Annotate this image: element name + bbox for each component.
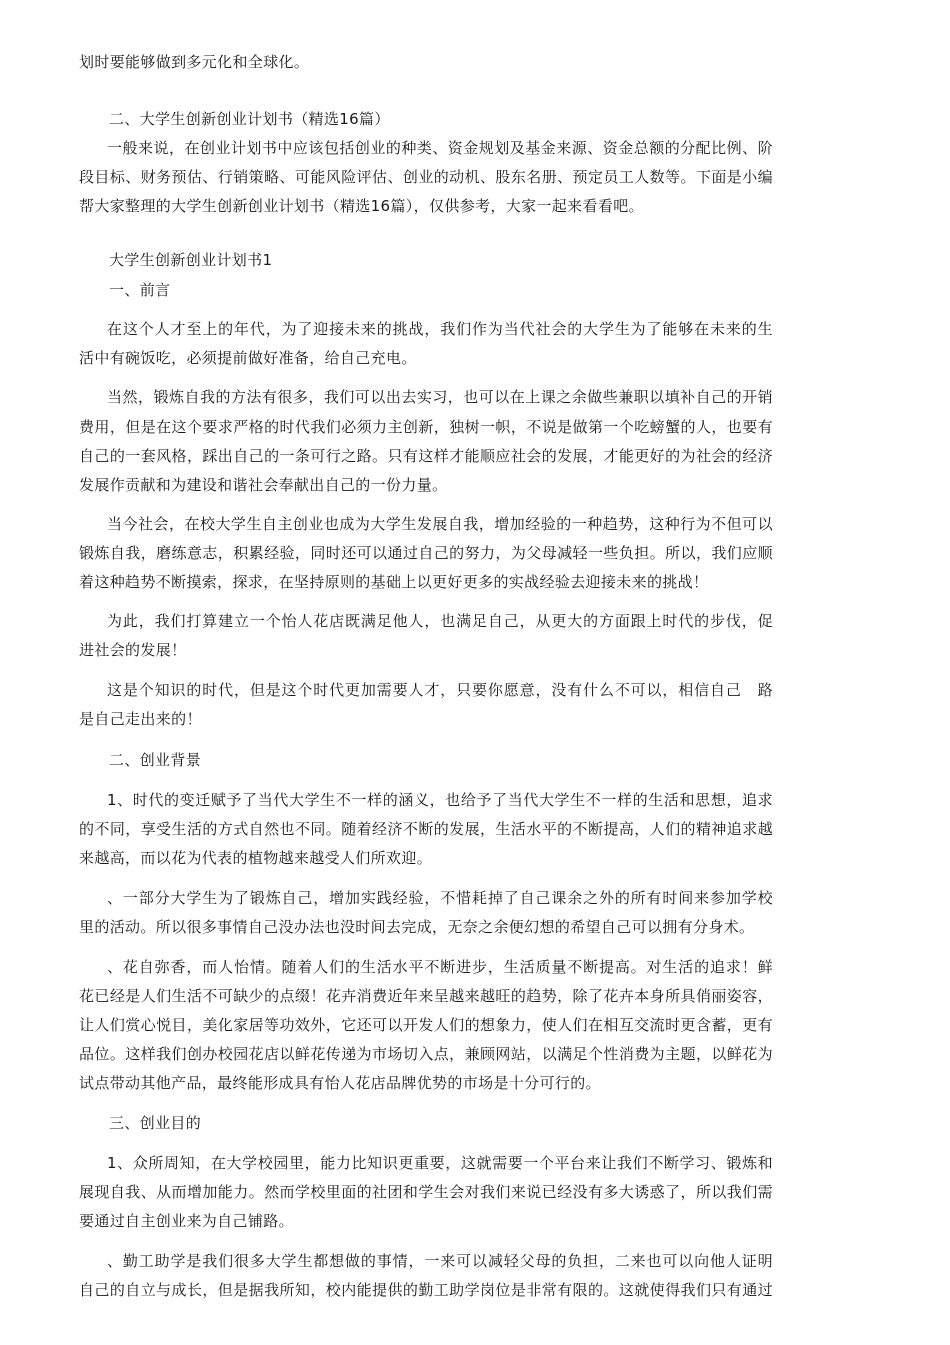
section-heading: 一、前言: [109, 281, 171, 299]
paragraph-line: 1、众所周知，在大学校园里，能力比知识更重要，这就需要一个平台来让我们不断学习、锻炼和: [107, 1154, 773, 1172]
paragraph-line: 自己的自立与成长，但是据我所知，校内能提供的勤工助学岗位是非常有限的。这就使得我们只有通过: [79, 1281, 773, 1299]
paragraph-line: 一般来说，在创业计划书中应该包括创业的种类、资金规划及基金来源、资金总额的分配比例、阶: [107, 139, 773, 157]
paragraph-line: 花已经是人们生活不可缺少的点缀！花卉消费近年来呈越来越旺的趋势，除了花卉本身所具俏丽姿容，: [79, 987, 773, 1005]
paragraph-line: 费用，但是在这个要求严格的时代我们必须力主创新，独树一帜，不说是做第一个吃螃蟹的人，也要有: [79, 418, 773, 436]
section-heading: 二、创业背景: [109, 751, 202, 769]
paragraph-line: 、花自弥香，而人怡情。随着人们的生活水平不断进步，生活质量不断提高。对生活的追求！鲜: [107, 958, 773, 976]
paragraph-line: 是自己走出来的！: [79, 710, 202, 728]
paragraph-line: 划时要能够做到多元化和全球化。: [79, 53, 310, 71]
paragraph-line: 让人们赏心悦目，美化家居等功效外，它还可以开发人们的想象力，使人们在相互交流时更含蓄，更有: [79, 1016, 773, 1034]
section-heading: 二、大学生创新创业计划书（精选16篇）: [109, 110, 390, 128]
paragraph-line: 为此，我们打算建立一个怡人花店既满足他人，也满足自己，从更大的方面跟上时代的步伐，促: [107, 612, 773, 630]
section-heading: 三、创业目的: [109, 1114, 202, 1132]
paragraph-line: 进社会的发展！: [79, 641, 187, 659]
paragraph-line: 来越高，而以花为代表的植物越来越受人们所欢迎。: [79, 849, 433, 867]
paragraph-line: 活中有碗饭吃，必须提前做好准备，给自己充电。: [79, 349, 417, 367]
paragraph-line: 锻炼自我，磨练意志，积累经验，同时还可以通过自己的努力，为父母减轻一些负担。所以，我们应顺: [79, 544, 773, 562]
paragraph-line: 1、时代的变迁赋予了当代大学生不一样的涵义，也给予了当代大学生不一样的生活和思想，追求: [107, 791, 773, 809]
paragraph-line: 当今社会，在校大学生自主创业也成为大学生发展自我，增加经验的一种趋势，这种行为不但可以: [107, 515, 773, 533]
paragraph-line: 展现自我、从而增加能力。然而学校里面的社团和学生会对我们来说已经没有多大诱惑了，所以我们需: [79, 1183, 773, 1201]
document-subtitle: 大学生创新创业计划书1: [109, 251, 273, 269]
paragraph-line: 自己的一套风格，踩出自己的一条可行之路。只有这样才能顺应社会的发展，才能更好的为社会的经济: [79, 447, 773, 465]
paragraph-line: 发展作贡献和为建设和谐社会奉献出自己的一份力量。: [79, 476, 448, 494]
paragraph-line: 、一部分大学生为了锻炼自己，增加实践经验，不惜耗掉了自己课余之外的所有时间来参加学校: [107, 889, 773, 907]
paragraph-line: 着这种趋势不断摸索，探求，在坚持原则的基础上以更好更多的实战经验去迎接未来的挑战！: [79, 573, 709, 591]
paragraph-line: 要通过自主创业来为自己铺路。: [79, 1212, 294, 1230]
paragraph-line: 品位。这样我们创办校园花店以鲜花传递为市场切入点，兼顾网站，以满足个性消费为主题，以鲜花为: [79, 1045, 773, 1063]
paragraph-line: 的不同，享受生活的方式自然也不同。随着经济不断的发展，生活水平的不断提高，人们的精神追求越: [79, 820, 773, 838]
paragraph-line: 帮大家整理的大学生创新创业计划书（精选16篇），仅供参考，大家一起来看看吧。: [79, 197, 644, 215]
paragraph-line: 段目标、财务预估、行销策略、可能风险评估、创业的动机、股东名册、预定员工人数等。下面是小编: [79, 168, 773, 186]
paragraph-line: 这是个知识的时代，但是这个时代更加需要人才，只要你愿意，没有什么不可以，相信自己 路: [107, 681, 773, 699]
paragraph-line: 里的活动。所以很多事情自己没办法也没时间去完成，无奈之余便幻想的希望自己可以拥有分身术。: [79, 918, 755, 936]
paragraph-line: 、勤工助学是我们很多大学生都想做的事情，一来可以减轻父母的负担，二来也可以向他人证明: [107, 1252, 773, 1270]
paragraph-line: 试点带动其他产品，最终能形成具有怡人花店品牌优势的市场是十分可行的。: [79, 1074, 601, 1092]
paragraph-line: 当然，锻炼自我的方法有很多，我们可以出去实习，也可以在上课之余做些兼职以填补自己的开销: [107, 388, 773, 406]
paragraph-line: 在这个人才至上的年代，为了迎接未来的挑战，我们作为当代社会的大学生为了能够在未来的生: [107, 320, 773, 338]
